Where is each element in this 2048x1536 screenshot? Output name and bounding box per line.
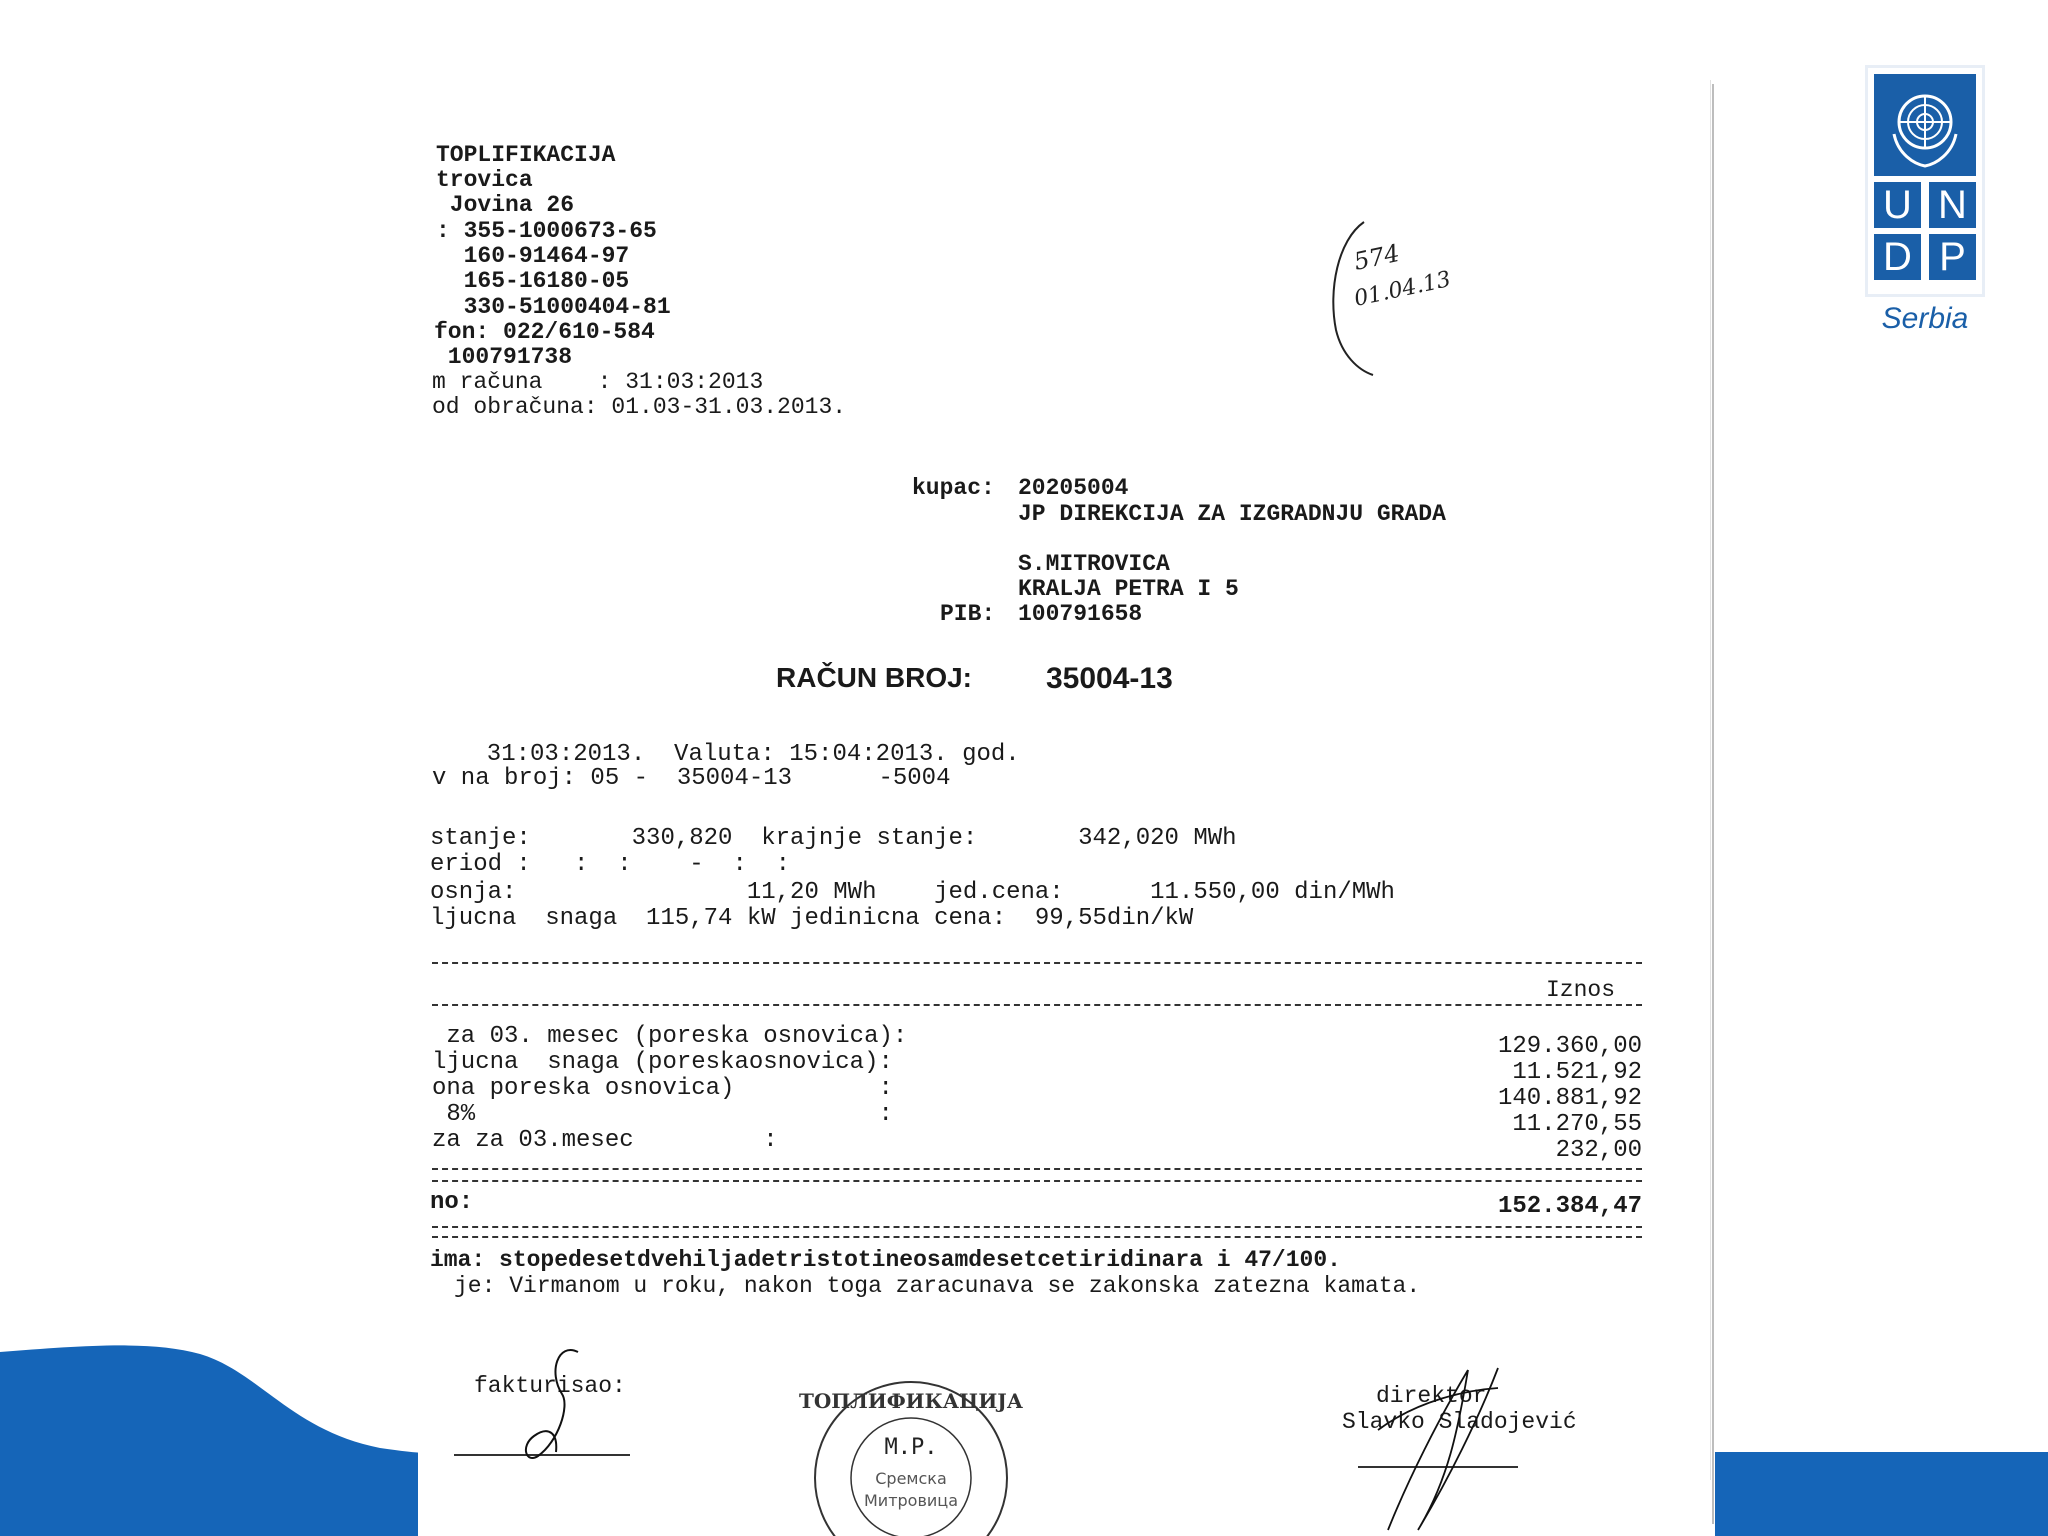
invoice-dates: 31:03:2013. Valuta: 15:04:2013. god. [458, 741, 1020, 768]
table-column-header: Iznos [1546, 977, 1616, 1003]
meter-readings: stanje: 330,820 krajnje stanje: 342,020 MWh [430, 825, 1237, 852]
table-row-amount: 140.881,92 [1497, 1085, 1642, 1112]
handwritten-number: 574 [1351, 238, 1403, 276]
company-pib: 100791738 [434, 344, 573, 370]
director-signature [1358, 1360, 1508, 1536]
table-divider [432, 1004, 1642, 1006]
logo-letter-u: U [1874, 182, 1921, 228]
table-row-amount: 11.270,55 [1512, 1111, 1642, 1138]
customer-pib: 100791658 [1018, 601, 1143, 627]
logo-letter-p: P [1929, 234, 1976, 280]
payment-terms: je: Virmanom u roku, nakon toga zaracunava se zakonska zatezna kamata. [454, 1273, 1421, 1299]
table-row-amount: 232,00 [1555, 1137, 1642, 1164]
logo-letter-d: D [1874, 234, 1921, 280]
un-emblem-icon [1874, 74, 1976, 176]
scan-edge [1712, 84, 1714, 1524]
invoice-document [418, 80, 1714, 1536]
table-divider [432, 1180, 1642, 1182]
official-stamp [796, 1376, 1026, 1536]
bank-account-1: : 355-1000673-65 [436, 218, 657, 244]
table-row-amount: 11.521,92 [1512, 1059, 1642, 1086]
total-label: no: [430, 1189, 474, 1216]
payment-reference: v na broj: 05 - 35004-13 -5004 [432, 765, 951, 792]
undp-logo [1868, 68, 1982, 335]
logo-letter-n: N [1929, 182, 1976, 228]
energy-consumption: osnja: 11,20 MWh jed.cena: 11.550,00 din/MWh [430, 879, 1395, 906]
connected-power: ljucna snaga 115,74 kW jedinicna cena: 99,55din/kW [430, 905, 1194, 932]
logo-region: Serbia [1881, 302, 1969, 335]
customer-pib-label: PIB: [940, 601, 996, 627]
total-amount: 152.384,47 [1497, 1193, 1642, 1220]
customer-city: S.MITROVICA [1018, 551, 1170, 577]
customer-address: KRALJA PETRA I 5 [1018, 576, 1239, 602]
company-city: trovica [436, 167, 533, 193]
customer-id: 20205004 [1018, 475, 1129, 501]
table-row-amount: 129.360,00 [1497, 1033, 1642, 1060]
invoice-title: RAČUN BROJ: [776, 662, 972, 693]
director-label: direktor [1376, 1383, 1487, 1409]
bank-account-3: 165-16180-05 [436, 268, 630, 294]
handwritten-date: 01.04.13 [1352, 267, 1454, 312]
stamp-city-1: Сремска [875, 1469, 947, 1488]
customer-label: kupac: [912, 475, 995, 501]
amount-in-words: ima: stopedesetdvehiljadetristotineosamdesetcetiridinara i 47/100. [430, 1247, 1341, 1273]
director-name: Slavko Sladojević [1342, 1409, 1577, 1435]
stamp-mp: M.P. [884, 1435, 938, 1460]
table-divider [432, 1226, 1642, 1228]
handwritten-note-bracket [1318, 210, 1558, 450]
customer-name: JP DIREKCIJA ZA IZGRADNJU GRADA [1018, 501, 1446, 527]
table-divider [432, 1168, 1642, 1170]
table-row-label: ona poreska osnovica) : [432, 1075, 893, 1102]
table-divider [432, 962, 1642, 964]
table-row-label: za za 03.mesec : [432, 1127, 778, 1154]
company-phone: fon: 022/610-584 [434, 319, 655, 345]
reading-period: eriod : : : - : : [430, 851, 791, 878]
table-row-label: 8% : [432, 1101, 893, 1128]
company-name: TOPLIFIKACIJA [436, 142, 616, 168]
invoice-date: m računa : 31:03:2013 [432, 369, 764, 395]
company-street: Jovina 26 [436, 192, 575, 218]
invoice-number: 35004-13 [1046, 662, 1173, 695]
table-row-label: za 03. mesec (poreska osnovica): [432, 1023, 908, 1050]
table-divider [432, 1236, 1642, 1238]
issuer-signature [518, 1342, 608, 1472]
bank-account-4: 330-51000404-81 [436, 294, 671, 320]
issuer-label: fakturisao: [474, 1373, 626, 1399]
table-row-label: ljucna snaga (poreskaosnovica): [432, 1049, 893, 1076]
stamp-org: ТОПЛИФИКАЦИЈА [798, 1389, 1024, 1413]
billing-period: od obračuna: 01.03-31.03.2013. [432, 394, 847, 420]
bank-account-2: 160-91464-97 [436, 243, 630, 269]
stamp-city-2: Митровица [864, 1491, 958, 1510]
